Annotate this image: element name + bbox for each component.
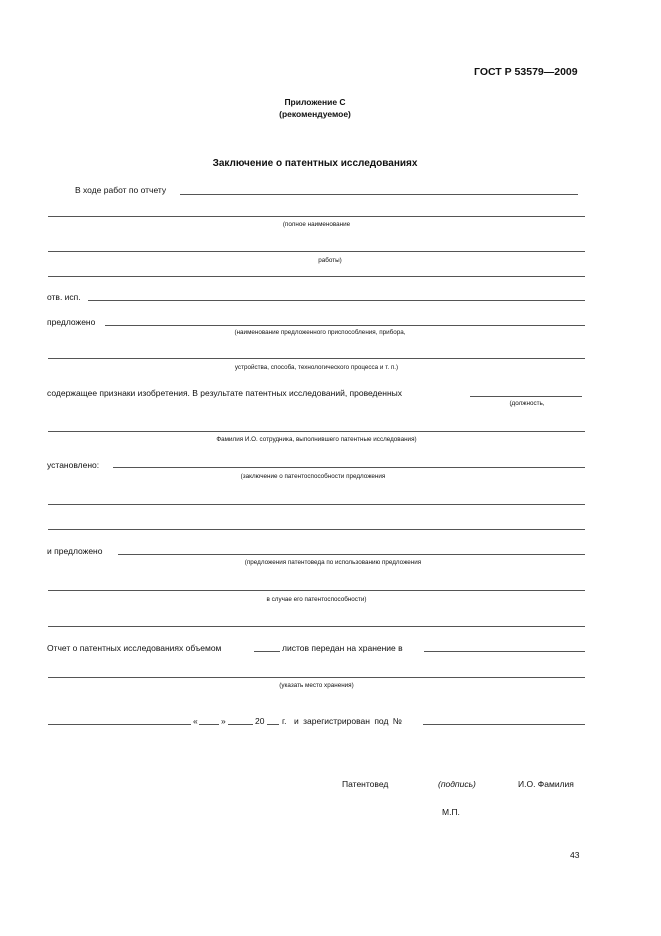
registered-label: и зарегистрирован под № xyxy=(294,716,402,726)
patentability-line xyxy=(48,590,585,591)
annex-title: Приложение С xyxy=(284,97,346,107)
report-title-line xyxy=(180,194,578,195)
year-prefix: 20 xyxy=(255,716,265,726)
year-suffix: г. xyxy=(282,716,287,726)
caption-attorney: (предложения патентоведа по использованию предложения xyxy=(244,559,422,566)
standard-number: ГОСТ Р 53579—2009 xyxy=(474,66,578,78)
caption-conclusion: (заключение о патентоспособности предложения xyxy=(240,473,386,480)
extra-line-2 xyxy=(48,626,585,627)
storage-place-line xyxy=(424,651,585,652)
registration-number-line xyxy=(423,724,585,725)
sheets-count-line xyxy=(254,651,280,652)
caption-full-name: (полное наименование xyxy=(282,221,351,228)
caption-device: (наименование предложенного приспособления, прибора, xyxy=(234,329,406,336)
process-line xyxy=(48,358,585,359)
quote-open: « xyxy=(193,716,198,726)
conclusion-line-3 xyxy=(48,529,585,530)
caption-position: (должность, xyxy=(509,400,545,407)
conclusion-line-2 xyxy=(48,504,585,505)
proposed-line xyxy=(105,325,585,326)
month-line xyxy=(228,724,253,725)
day-line xyxy=(199,724,219,725)
storage-line xyxy=(48,677,585,678)
full-name-line xyxy=(48,216,585,217)
employee-line xyxy=(48,431,585,432)
sign-role: Патентовед xyxy=(342,779,389,789)
position-line xyxy=(470,396,582,397)
work-line xyxy=(48,251,585,252)
proposed-label: предложено xyxy=(47,317,96,327)
extra-line-1 xyxy=(48,276,585,277)
sign-name: И.О. Фамилия xyxy=(518,779,574,789)
report-storage-label: листов передан на хранение в xyxy=(282,643,403,653)
annex-subtitle: (рекомендуемое) xyxy=(279,109,351,119)
conclusion-line xyxy=(113,467,585,468)
quote-close: » xyxy=(221,716,226,726)
caption-employee: Фамилия И.О. сотрудника, выполнившего патентные исследования) xyxy=(216,436,417,443)
report-volume-label: Отчет о патентных исследованиях объемом xyxy=(47,643,222,653)
resp-exec-label: отв. исп. xyxy=(47,292,81,302)
established-label: установлено: xyxy=(47,460,100,470)
seal-label: М.П. xyxy=(442,807,460,817)
invention-signs-text: содержащее признаки изобретения. В результате патентных исследований, проведенных xyxy=(47,388,402,398)
attorney-line xyxy=(118,554,585,555)
year-line xyxy=(267,724,279,725)
sign-signature: (подпись) xyxy=(438,779,476,789)
form-title: Заключение о патентных исследованиях xyxy=(212,158,418,169)
caption-storage: (указать место хранения) xyxy=(279,682,354,689)
date-place-line xyxy=(48,724,191,725)
caption-work: работы) xyxy=(318,257,342,264)
resp-exec-line xyxy=(88,300,585,301)
during-work-label: В ходе работ по отчету xyxy=(75,185,167,195)
caption-process: устройства, способа, технологического процесса и т. п.) xyxy=(234,364,399,371)
page-number: 43 xyxy=(570,850,580,860)
and-proposed-label: и предложено xyxy=(47,546,103,556)
caption-patentability: в случае его патентоспособности) xyxy=(266,596,367,603)
